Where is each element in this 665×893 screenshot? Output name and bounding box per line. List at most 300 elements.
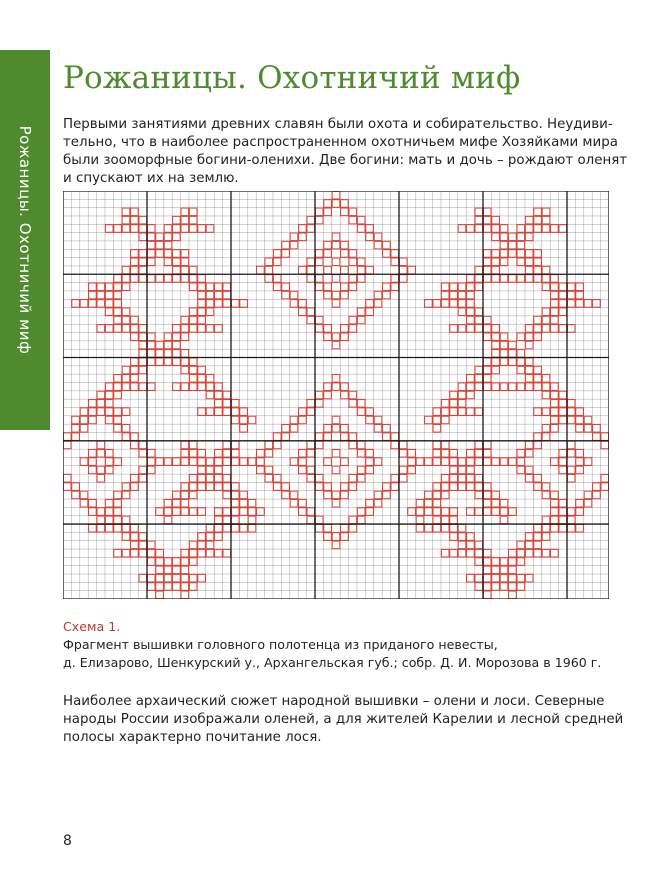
stitch-cell (265, 258, 273, 266)
stitch-cell (105, 458, 113, 466)
stitch-cell (173, 574, 181, 582)
stitch-cell (215, 458, 223, 466)
stitch-cell (147, 574, 155, 582)
stitch-cell (458, 541, 466, 549)
stitch-cell (383, 291, 391, 299)
stitch-cell (114, 491, 122, 499)
stitch-cell (198, 508, 206, 516)
stitch-cell (181, 266, 189, 274)
page-title: Рожаницы. Охотничий миф (63, 60, 521, 96)
stitch-cell (332, 466, 340, 474)
stitch-cell (567, 325, 575, 333)
stitch-cell (206, 533, 214, 541)
stitch-cell (391, 474, 399, 482)
stitch-cell (332, 200, 340, 208)
embroidery-pattern-scheme (63, 191, 609, 599)
stitch-cell (299, 466, 307, 474)
stitch-cell (509, 558, 517, 566)
stitch-cell (307, 400, 315, 408)
stitch-cell (257, 458, 265, 466)
stitch-cell (341, 200, 349, 208)
stitch-cell (290, 416, 298, 424)
stitch-cell (114, 308, 122, 316)
stitch-cell (240, 524, 248, 532)
stitch-cell (206, 466, 214, 474)
stitch-cell (534, 250, 542, 258)
stitch-cell (240, 508, 248, 516)
stitch-cell (173, 491, 181, 499)
stitch-cell (441, 291, 449, 299)
stitch-cell (97, 466, 105, 474)
stitch-cell (551, 225, 559, 233)
stitch-cell (567, 516, 575, 524)
stitch-cell (467, 283, 475, 291)
stitch-cell (525, 358, 533, 366)
stitch-cell (189, 366, 197, 374)
stitch-cell (131, 541, 139, 549)
stitch-cell (324, 483, 332, 491)
stitch-cell (181, 383, 189, 391)
stitch-cell (139, 266, 147, 274)
stitch-cell (307, 449, 315, 457)
stitch-cell (139, 358, 147, 366)
stitch-cell (509, 233, 517, 241)
stitch-cell (341, 524, 349, 532)
stitch-cell (248, 416, 256, 424)
stitch-cell (315, 208, 323, 216)
stitch-cell (156, 341, 164, 349)
stitch-cell (89, 508, 97, 516)
stitch-cell (181, 566, 189, 574)
stitch-cell (80, 408, 88, 416)
stitch-cell (433, 424, 441, 432)
stitch-cell (89, 400, 97, 408)
stitch-cell (80, 416, 88, 424)
stitch-cell (206, 300, 214, 308)
stitch-cell (425, 458, 433, 466)
stitch-cell (433, 441, 441, 449)
stitch-cell (534, 216, 542, 224)
stitch-cell (206, 549, 214, 557)
stitch-cell (215, 383, 223, 391)
stitch-cell (273, 250, 281, 258)
stitch-cell (500, 566, 508, 574)
stitch-cell (189, 508, 197, 516)
stitch-cell (290, 458, 298, 466)
stitch-cell (509, 250, 517, 258)
stitch-cell (559, 499, 567, 507)
stitch-cell (559, 325, 567, 333)
stitch-cell (450, 516, 458, 524)
stitch-cell (467, 325, 475, 333)
stitch-cell (492, 558, 500, 566)
stitch-cell (332, 291, 340, 299)
stitch-cell (483, 375, 491, 383)
stitch-cell (105, 508, 113, 516)
stitch-cell (139, 449, 147, 457)
stitch-cell (257, 466, 265, 474)
stitch-cell (475, 541, 483, 549)
stitch-cell (80, 300, 88, 308)
stitch-cell (189, 441, 197, 449)
stitch-cell (324, 266, 332, 274)
stitch-cell (559, 508, 567, 516)
stitch-cell (374, 458, 382, 466)
stitch-cell (441, 483, 449, 491)
stitch-cell (240, 499, 248, 507)
stitch-cell (324, 200, 332, 208)
stitch-cell (156, 458, 164, 466)
stitch-cell (450, 283, 458, 291)
stitch-cell (551, 391, 559, 399)
stitch-cell (517, 233, 525, 241)
stitch-cell (433, 408, 441, 416)
stitch-cell (105, 391, 113, 399)
stitch-cell (198, 300, 206, 308)
stitch-cell (534, 483, 542, 491)
stitch-cell (534, 316, 542, 324)
stitch-cell (551, 308, 559, 316)
stitch-cell (72, 300, 80, 308)
stitch-cell (500, 250, 508, 258)
stitch-cell (198, 275, 206, 283)
stitch-cell (324, 433, 332, 441)
stitch-cell (122, 308, 130, 316)
stitch-cell (324, 424, 332, 432)
stitch-cell (542, 308, 550, 316)
stitch-cell (215, 449, 223, 457)
stitch-cell (324, 383, 332, 391)
stitch-cell (416, 516, 424, 524)
stitch-cell (551, 499, 559, 507)
stitch-cell (559, 516, 567, 524)
stitch-cell (72, 424, 80, 432)
stitch-cell (198, 316, 206, 324)
stitch-cell (215, 283, 223, 291)
stitch-cell (307, 516, 315, 524)
stitch-cell (307, 466, 315, 474)
stitch-cell (290, 291, 298, 299)
stitch-cell (72, 483, 80, 491)
stitch-cell (483, 483, 491, 491)
stitch-cell (525, 533, 533, 541)
stitch-cell (492, 350, 500, 358)
stitch-cell (131, 266, 139, 274)
stitch-cell (559, 458, 567, 466)
stitch-cell (357, 400, 365, 408)
stitch-cell (198, 408, 206, 416)
stitch-cell (114, 291, 122, 299)
stitch-cell (173, 216, 181, 224)
stitch-cell (164, 341, 172, 349)
stitch-cell (189, 549, 197, 557)
stitch-cell (173, 225, 181, 233)
stitch-cell (517, 241, 525, 249)
stitch-cell (131, 250, 139, 258)
stitch-cell (257, 508, 265, 516)
stitch-cell (299, 416, 307, 424)
stitch-cell (114, 391, 122, 399)
stitch-cell (139, 549, 147, 557)
stitch-cell (475, 408, 483, 416)
stitch-cell (231, 441, 239, 449)
stitch-cell (139, 441, 147, 449)
stitch-cell (475, 208, 483, 216)
stitch-cell (114, 516, 122, 524)
stitch-cell (391, 250, 399, 258)
stitch-cell (349, 208, 357, 216)
stitch-cell (559, 449, 567, 457)
stitch-cell (80, 458, 88, 466)
stitch-cell (240, 491, 248, 499)
stitch-cell (189, 491, 197, 499)
stitch-cell (576, 300, 584, 308)
stitch-cell (231, 408, 239, 416)
stitch-cell (332, 341, 340, 349)
stitch-cell (517, 358, 525, 366)
stitch-cell (97, 408, 105, 416)
stitch-cell (265, 275, 273, 283)
stitch-cell (399, 258, 407, 266)
stitch-cell (458, 549, 466, 557)
stitch-cell (63, 433, 71, 441)
stitch-cell (332, 333, 340, 341)
stitch-cell (189, 225, 197, 233)
stitch-cell (576, 291, 584, 299)
stitch-cell (114, 424, 122, 432)
stitch-cell (551, 408, 559, 416)
stitch-cell (475, 508, 483, 516)
stitch-cell (458, 474, 466, 482)
stitch-cell (441, 508, 449, 516)
stitch-cell (315, 216, 323, 224)
stitch-cell (147, 583, 155, 591)
stitch-cell (475, 558, 483, 566)
stitch-cell (383, 424, 391, 432)
stitch-cell (164, 275, 172, 283)
stitch-cell (467, 383, 475, 391)
stitch-cell (450, 300, 458, 308)
stitch-cell (492, 458, 500, 466)
stitch-cell (475, 308, 483, 316)
stitch-cell (551, 549, 559, 557)
stitch-cell (559, 283, 567, 291)
stitch-cell (122, 383, 130, 391)
stitch-cell (341, 325, 349, 333)
stitch-cell (551, 416, 559, 424)
stitch-cell (181, 316, 189, 324)
stitch-cell (425, 300, 433, 308)
stitch-cell (383, 250, 391, 258)
stitch-cell (173, 325, 181, 333)
stitch-cell (114, 524, 122, 532)
stitch-cell (164, 225, 172, 233)
stitch-cell (114, 499, 122, 507)
stitch-cell (475, 549, 483, 557)
stitch-cell (458, 466, 466, 474)
stitch-cell (156, 233, 164, 241)
stitch-cell (534, 533, 542, 541)
stitch-cell (315, 250, 323, 258)
stitch-cell (332, 258, 340, 266)
stitch-cell (139, 216, 147, 224)
caption-text-line1: Фрагмент вышивки головного полотенца из приданого невесты, (63, 637, 498, 652)
stitch-cell (349, 483, 357, 491)
stitch-cell (534, 366, 542, 374)
stitch-cell (593, 300, 601, 308)
stitch-cell (265, 266, 273, 274)
stitch-cell (131, 433, 139, 441)
stitch-cell (282, 483, 290, 491)
stitch-cell (215, 549, 223, 557)
stitch-cell (231, 483, 239, 491)
stitch-cell (181, 250, 189, 258)
stitch-cell (492, 358, 500, 366)
stitch-cell (366, 416, 374, 424)
stitch-cell (341, 241, 349, 249)
stitch-cell (374, 241, 382, 249)
stitch-cell (206, 308, 214, 316)
stitch-cell (441, 408, 449, 416)
stitch-cell (357, 474, 365, 482)
stitch-cell (349, 524, 357, 532)
stitch-cell (483, 266, 491, 274)
stitch-cell (240, 416, 248, 424)
stitch-cell (324, 325, 332, 333)
stitch-cell (181, 275, 189, 283)
stitch-cell (131, 366, 139, 374)
stitch-cell (147, 466, 155, 474)
intro-paragraph (63, 116, 628, 188)
stitch-cell (131, 524, 139, 532)
stitch-cell (500, 516, 508, 524)
stitch-cell (525, 333, 533, 341)
stitch-cell (500, 574, 508, 582)
stitch-cell (542, 225, 550, 233)
stitch-cell (139, 466, 147, 474)
stitch-cell (500, 258, 508, 266)
stitch-cell (97, 524, 105, 532)
stitch-cell (341, 491, 349, 499)
stitch-cell (341, 291, 349, 299)
stitch-cell (341, 208, 349, 216)
stitch-cell (525, 574, 533, 582)
stitch-cell (215, 508, 223, 516)
stitch-cell (525, 216, 533, 224)
stitch-cell (122, 325, 130, 333)
stitch-cell (525, 541, 533, 549)
stitch-cell (215, 516, 223, 524)
stitch-cell (458, 400, 466, 408)
stitch-cell (341, 250, 349, 258)
stitch-cell (450, 400, 458, 408)
stitch-cell (374, 300, 382, 308)
stitch-cell (147, 225, 155, 233)
stitch-cell (467, 391, 475, 399)
stitch-cell (206, 375, 214, 383)
stitch-cell (97, 325, 105, 333)
stitch-cell (500, 458, 508, 466)
stitch-cell (542, 375, 550, 383)
stitch-cell (374, 416, 382, 424)
stitch-cell (349, 441, 357, 449)
stitch-cell (105, 400, 113, 408)
stitch-cell (164, 233, 172, 241)
stitch-cell (240, 408, 248, 416)
stitch-cell (576, 499, 584, 507)
stitch-cell (525, 474, 533, 482)
caption-label: Схема 1. (63, 619, 121, 634)
stitch-cell (122, 549, 130, 557)
stitch-cell (307, 474, 315, 482)
stitch-cell (173, 558, 181, 566)
stitch-cell (290, 491, 298, 499)
stitch-cell (500, 333, 508, 341)
stitch-cell (206, 291, 214, 299)
stitch-cell (441, 524, 449, 532)
stitch-cell (441, 416, 449, 424)
stitch-cell (425, 491, 433, 499)
stitch-cell (483, 250, 491, 258)
stitch-cell (559, 524, 567, 532)
stitch-cell (156, 250, 164, 258)
stitch-cell (601, 483, 609, 491)
stitch-cell (576, 449, 584, 457)
stitch-cell (72, 433, 80, 441)
stitch-cell (576, 466, 584, 474)
stitch-cell (509, 458, 517, 466)
stitch-cell (332, 449, 340, 457)
stitch-cell (198, 383, 206, 391)
stitch-cell (467, 275, 475, 283)
stitch-cell (450, 291, 458, 299)
stitch-cell (349, 474, 357, 482)
stitch-cell (139, 225, 147, 233)
stitch-cell (189, 316, 197, 324)
stitch-cell (105, 449, 113, 457)
stitch-cell (131, 474, 139, 482)
stitch-cell (147, 458, 155, 466)
stitch-cell (181, 350, 189, 358)
stitch-cell (492, 325, 500, 333)
stitch-cell (567, 474, 575, 482)
stitch-cell (181, 508, 189, 516)
stitch-cell (315, 524, 323, 532)
stitch-cell (441, 300, 449, 308)
stitch-cell (189, 266, 197, 274)
stitch-cell (525, 466, 533, 474)
stitch-cell (349, 275, 357, 283)
stitch-cell (357, 508, 365, 516)
stitch-cell (483, 216, 491, 224)
stitch-cell (450, 474, 458, 482)
stitch-cell (332, 275, 340, 283)
stitch-cell (366, 458, 374, 466)
stitch-cell (559, 225, 567, 233)
stitch-cell (198, 533, 206, 541)
stitch-cell (231, 416, 239, 424)
stitch-cell (483, 325, 491, 333)
stitch-cell (542, 424, 550, 432)
stitch-cell (332, 375, 340, 383)
stitch-cell (307, 308, 315, 316)
stitch-cell (509, 241, 517, 249)
stitch-cell (105, 308, 113, 316)
stitch-cell (483, 508, 491, 516)
stitch-cell (517, 383, 525, 391)
stitch-cell (223, 458, 231, 466)
stitch-cell (198, 325, 206, 333)
